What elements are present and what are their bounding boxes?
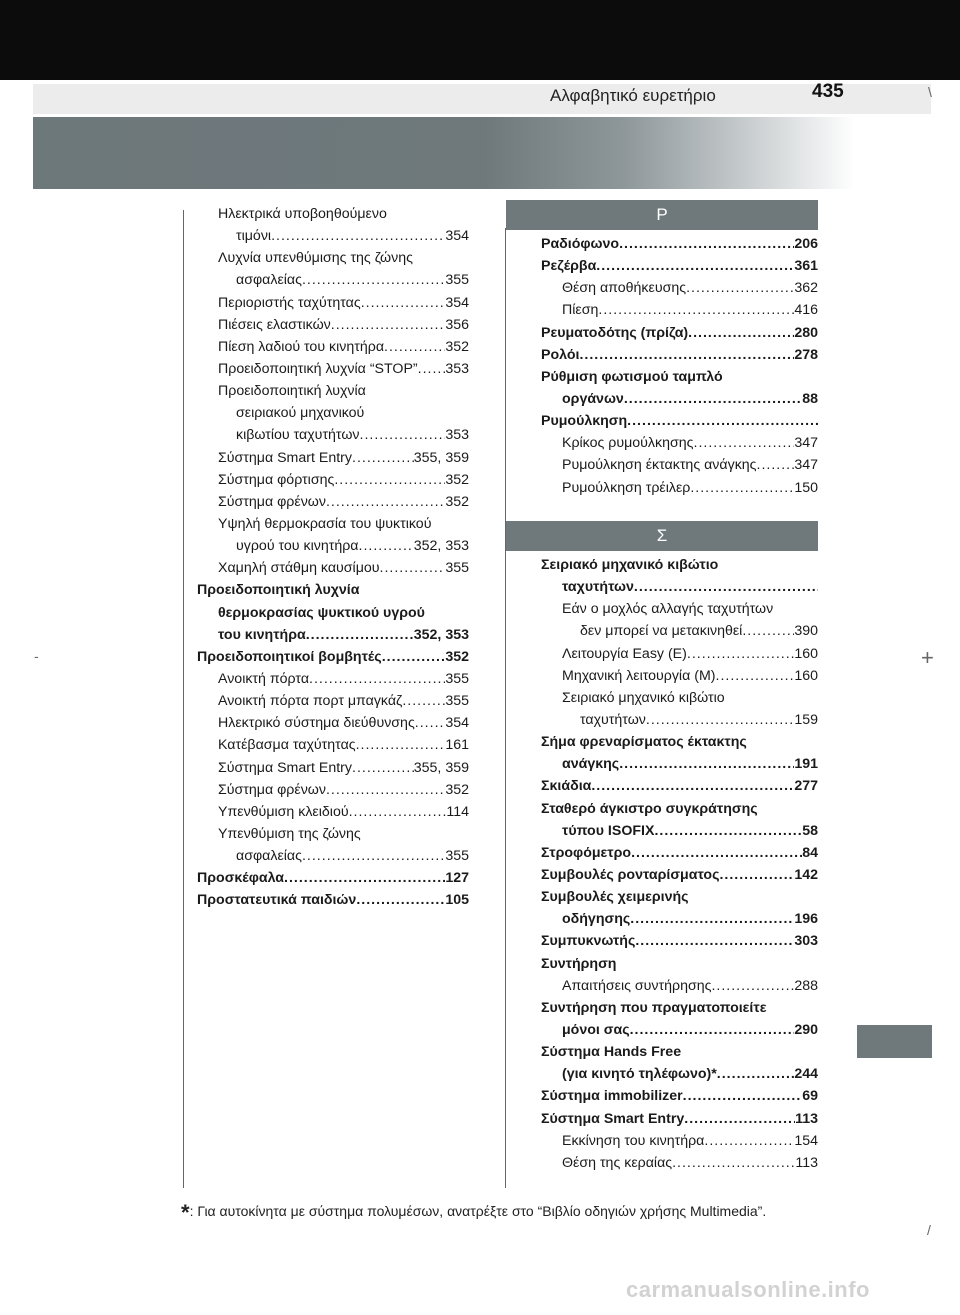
index-entry (541, 775, 818, 797)
index-entry (197, 535, 469, 557)
index-entry (541, 554, 818, 576)
index-entry-page: 288 (794, 977, 818, 994)
index-entry (197, 779, 469, 801)
index-entry-text: κιβωτίου ταχυτήτων (236, 427, 360, 444)
index-entry-text: Στροφόμετρο (541, 844, 632, 861)
index-entry-text: Σκιάδια (541, 778, 592, 795)
index-dot-leader (271, 225, 445, 247)
index-entry-page: 277 (794, 778, 818, 795)
index-entry (197, 491, 469, 513)
index-entry-text: Ρευματοδότης (πρίζα) (541, 324, 689, 341)
index-entry-text: μόνοι σας (562, 1021, 630, 1038)
index-entry-text: Υπενθύμιση της ζώνης (218, 825, 361, 842)
index-dot-leader (380, 557, 446, 579)
index-entry-page: 88 (802, 390, 818, 407)
index-entry (541, 1108, 818, 1130)
side-thumb-tab (857, 1025, 932, 1058)
index-dot-leader (619, 753, 794, 775)
index-entry-text: Σύστημα Hands Free (541, 1044, 682, 1061)
index-entry-text: Πιέσεις ελαστικών (218, 316, 331, 333)
index-entry-text: ασφαλείας (236, 272, 302, 289)
index-entry (541, 643, 818, 665)
index-entry (541, 255, 818, 277)
index-entry-page: 355, 359 (413, 449, 469, 466)
index-entry (541, 598, 818, 620)
index-entry (197, 314, 469, 336)
index-dot-leader (687, 643, 794, 665)
index-entry (541, 1063, 818, 1085)
index-entry-text: Σταθερό άγκιστρο συγκράτησης (541, 800, 758, 817)
index-entry (197, 292, 469, 314)
index-entry-text: Συμβουλές χειμερινής (541, 889, 689, 906)
index-dot-leader (711, 975, 794, 997)
index-entry-page: 353 (445, 427, 469, 444)
index-entry-text: Θέση της κεραίας (562, 1154, 673, 1171)
index-entry-page: 390 (794, 623, 818, 640)
index-entry-page: 150 (794, 479, 818, 496)
index-entry (197, 602, 469, 624)
index-entry-text: Προσκέφαλα (197, 870, 285, 887)
index-entry-text: Σύστημα φρένων (218, 781, 326, 798)
index-dot-leader (402, 690, 445, 712)
index-entry-page: 362 (794, 280, 818, 297)
index-entry-page: 347 (794, 457, 818, 474)
index-entry-text: δεν μπορεί να μετακινηθεί (580, 623, 743, 640)
index-dot-leader (326, 491, 445, 513)
index-dot-leader (619, 233, 794, 255)
index-entry-text: Κατέβασμα ταχύτητας (218, 737, 356, 754)
index-entry-page: 355 (445, 670, 469, 687)
index-entry-page: 206 (794, 236, 818, 252)
index-entry-page: 416 (794, 302, 818, 319)
index-dot-leader (356, 734, 446, 756)
header-banner (33, 117, 855, 189)
sigma-index-column (541, 554, 818, 1174)
index-entry (541, 798, 818, 820)
index-entry (541, 1019, 818, 1041)
page-number: 435 (812, 81, 844, 102)
index-entry (197, 447, 469, 469)
index-dot-leader (306, 624, 414, 646)
rho-index-column (541, 233, 818, 499)
index-entry-text: Ρύθμιση φωτισμού ταμπλό (541, 368, 723, 385)
index-entry-text: Θέση αποθήκευσης (562, 280, 687, 297)
index-entry-page: 355 (445, 848, 469, 865)
index-entry (197, 579, 469, 601)
index-entry-text: Πίεση (562, 302, 599, 319)
index-entry-text: Συμπυκνωτής (541, 933, 636, 950)
index-entry-text: Εάν ο μοχλός αλλαγής ταχυτήτων (562, 601, 774, 618)
index-entry-text: ταχυτήτων (562, 579, 634, 596)
index-dot-leader (356, 889, 445, 911)
index-dot-leader (334, 469, 445, 491)
index-entry (197, 801, 469, 823)
index-entry (541, 930, 818, 952)
index-entry-text: Σειριακό μηχανικό κιβώτιο (562, 689, 725, 706)
index-entry-text: Σήμα φρεναρίσματος έκτακτης (541, 734, 747, 751)
index-entry-text: Ραδιόφωνο (541, 236, 620, 252)
index-entry (541, 1152, 818, 1174)
index-entry-page: 154 (794, 1132, 818, 1149)
index-entry (541, 1130, 818, 1152)
index-entry-text: ασφαλείας (236, 848, 302, 865)
index-entry (541, 477, 818, 499)
index-entry (197, 402, 469, 424)
index-dot-leader (631, 842, 802, 864)
index-dot-leader (591, 775, 794, 797)
index-entry-page: 353 (445, 360, 469, 377)
index-dot-leader (654, 820, 802, 842)
footnote (181, 1200, 766, 1226)
index-entry-text: Ηλεκτρικά υποβοηθούμενο (218, 206, 387, 222)
index-entry-page: 69 (802, 1088, 818, 1105)
index-entry-page: 191 (794, 756, 818, 773)
index-dot-leader (630, 1019, 795, 1041)
index-dot-leader (694, 432, 795, 454)
index-entry-text: Μηχανική λειτουργία (M) (562, 667, 716, 684)
index-entry-page: 160 (794, 645, 818, 662)
index-entry-page: 113 (795, 1110, 818, 1127)
index-dot-leader (630, 908, 794, 930)
index-entry (541, 1085, 818, 1107)
index-entry-text: Σύστημα Smart Entry (541, 1110, 685, 1127)
index-entry-text: Συμβουλές ρονταρίσματος (541, 866, 720, 883)
index-entry-text: Λυχνία υπενθύμισης της ζώνης (218, 250, 413, 267)
index-entry-text: Ανοικτή πόρτα (218, 670, 310, 687)
index-entry-page: 303 (794, 933, 818, 950)
index-dot-leader (627, 410, 818, 432)
index-entry (541, 953, 818, 975)
index-entry-text: Προστατευτικά παιδιών (197, 892, 357, 909)
index-entry (197, 513, 469, 535)
index-entry-page: 196 (794, 911, 818, 928)
index-entry (541, 753, 818, 775)
index-dot-leader (284, 867, 445, 889)
index-entry-page: 355 (445, 560, 469, 577)
index-entry-text: ταχυτήτων (580, 711, 646, 728)
index-entry-text: Υπενθύμιση κλειδιού (218, 803, 349, 820)
index-dot-leader (360, 424, 446, 446)
section-header-sigma: Σ (506, 521, 818, 551)
index-entry (197, 247, 469, 269)
index-entry-text: υγρού του κινητήρα (236, 538, 359, 555)
index-entry (197, 336, 469, 358)
index-entry (541, 820, 818, 842)
index-dot-leader (382, 646, 446, 668)
index-entry (197, 469, 469, 491)
index-entry-text: Ρυμούλκηση τρέιλερ (562, 479, 691, 496)
index-entry (541, 908, 818, 930)
crop-mark: / (927, 1222, 931, 1238)
index-entry-text: Συντήρηση που πραγματοποιείτε (541, 999, 767, 1016)
index-entry (197, 203, 469, 225)
index-entry (197, 889, 469, 911)
index-entry (541, 731, 818, 753)
index-dot-leader (302, 269, 445, 291)
index-entry (541, 388, 818, 410)
index-entry-text: Ρυμούλκηση έκτακτης ανάγκης (562, 457, 757, 474)
index-entry (197, 557, 469, 579)
index-entry (541, 299, 818, 321)
index-dot-leader (683, 1085, 803, 1107)
index-entry-text: Ηλεκτρικό σύστημα διεύθυνσης (218, 715, 415, 732)
index-entry-text: Λειτουργία Easy (E) (562, 645, 687, 662)
index-dot-leader (717, 1063, 795, 1085)
index-entry (541, 886, 818, 908)
index-entry-text: Ρεζέρβα (541, 258, 597, 275)
index-entry-text: Σύστημα Smart Entry (218, 449, 352, 466)
index-dot-leader (742, 620, 794, 642)
index-entry (197, 646, 469, 668)
index-dot-leader (326, 779, 445, 801)
index-entry-page: 113 (795, 1154, 818, 1171)
right-column-rule (505, 228, 506, 1188)
index-entry (541, 576, 818, 598)
index-entry (197, 424, 469, 446)
index-entry-page: 278 (794, 346, 818, 363)
left-column-rule (183, 210, 184, 1188)
index-entry (541, 709, 818, 731)
section-header-rho: Ρ (506, 200, 818, 230)
index-entry (541, 233, 818, 255)
index-entry-page: 352 (445, 471, 469, 488)
index-entry-text: Προειδοποιητική λυχνία (197, 582, 360, 599)
index-entry-text: Προειδοποιητική λυχνία “STOP” (218, 360, 418, 377)
index-dot-leader (415, 712, 446, 734)
index-dot-leader (672, 1152, 795, 1174)
index-entry-page: 105 (445, 892, 469, 909)
index-entry-page: 280 (794, 324, 818, 341)
index-entry-page: 352 (445, 648, 469, 665)
index-entry (197, 757, 469, 779)
index-entry-page: 352, 353 (413, 538, 469, 555)
index-entry-page: 58 (802, 822, 818, 839)
index-entry-text: σειριακού μηχανικού (236, 405, 365, 422)
index-entry-text: Ρυμούλκηση (541, 413, 628, 430)
index-entry-page: 244 (794, 1066, 818, 1083)
index-entry-page: 161 (445, 737, 469, 754)
index-dot-leader (598, 299, 794, 321)
index-entry-page: 160 (794, 667, 818, 684)
index-dot-leader (688, 322, 794, 344)
index-dot-leader (684, 1108, 795, 1130)
index-entry-page: 114 (446, 803, 469, 820)
index-entry (541, 410, 818, 432)
index-entry (197, 624, 469, 646)
index-dot-leader (634, 576, 818, 598)
left-index-column (197, 203, 469, 912)
index-entry-text: τύπου ISOFIX (562, 822, 655, 839)
index-entry (541, 454, 818, 476)
index-entry (541, 842, 818, 864)
index-entry-page: 347 (794, 435, 818, 452)
index-dot-leader (352, 447, 414, 469)
index-entry-page: 352, 353 (413, 626, 469, 643)
index-entry-page: 352 (445, 338, 469, 355)
index-dot-leader (359, 535, 414, 557)
index-entry (197, 668, 469, 690)
index-dot-leader (624, 388, 802, 410)
index-entry-page: 127 (445, 870, 469, 887)
index-entry-text: Ρολόι (541, 346, 580, 363)
index-entry-text: Σύστημα φόρτισης (218, 471, 335, 488)
index-entry-page: 354 (445, 715, 469, 732)
index-dot-leader (596, 255, 794, 277)
index-entry-text: ανάγκης (562, 756, 620, 773)
index-entry-page: 354 (445, 294, 469, 311)
index-entry-page: 159 (794, 711, 818, 728)
index-dot-leader (646, 709, 794, 731)
index-dot-leader (361, 292, 446, 314)
index-dot-leader (719, 864, 794, 886)
index-entry (541, 344, 818, 366)
index-entry-text: Συντήρηση (541, 955, 617, 972)
index-entry (541, 665, 818, 687)
index-dot-leader (302, 845, 445, 867)
crop-mark: - (34, 648, 39, 664)
index-entry-text: Σύστημα φρένων (218, 493, 326, 510)
index-dot-leader (349, 801, 447, 823)
index-entry-text: οργάνων (562, 390, 624, 407)
footnote-text: : Για αυτοκίνητα με σύστημα πολυμέσων, ανατρέξτε στο “Βιβλίο οδηγιών χρήσης Multimedia”. (189, 1203, 767, 1219)
index-entry-text: Σύστημα Smart Entry (218, 759, 352, 776)
index-entry-page: 142 (794, 866, 818, 883)
index-entry (197, 358, 469, 380)
index-entry (541, 864, 818, 886)
page-title: Αλφαβητικό ευρετήριο (550, 86, 716, 105)
index-dot-leader (686, 277, 794, 299)
index-entry (197, 690, 469, 712)
index-entry (541, 432, 818, 454)
index-entry (197, 867, 469, 889)
crop-mark: \ (928, 84, 932, 100)
index-dot-leader (331, 314, 446, 336)
index-entry-text: Περιοριστής ταχύτητας (218, 294, 361, 311)
index-entry (541, 997, 818, 1019)
watermark: carmanualsonline.info (626, 1277, 870, 1302)
index-entry-text: Κρίκος ρυμούλκησης (562, 435, 694, 452)
index-entry (541, 687, 818, 709)
index-entry-text: Σύστημα immobilizer (541, 1088, 683, 1105)
index-entry-text: θερμοκρασίας ψυκτικού υγρού (218, 604, 425, 621)
index-entry-text: Προειδοποιητική λυχνία (218, 383, 366, 400)
index-entry (197, 845, 469, 867)
index-entry (197, 734, 469, 756)
index-entry-page: 355 (445, 272, 469, 289)
index-entry (197, 712, 469, 734)
index-dot-leader (579, 344, 794, 366)
index-entry-page: 352 (445, 781, 469, 798)
index-entry-text: Υψηλή θερμοκρασία του ψυκτικού (218, 515, 432, 532)
header-strip (33, 84, 931, 114)
index-entry-page: 355, 359 (413, 759, 469, 776)
index-dot-leader (418, 358, 446, 380)
index-dot-leader (704, 1130, 794, 1152)
index-entry-text: Εκκίνηση του κινητήρα (562, 1132, 705, 1149)
index-entry (541, 366, 818, 388)
index-dot-leader (352, 757, 414, 779)
index-entry-text: τιμόνι (236, 228, 272, 245)
index-entry-text: Χαμηλή στάθμη καυσίμου (218, 560, 380, 577)
index-dot-leader (716, 665, 795, 687)
index-entry-text: Πίεση λαδιού του κινητήρα (218, 338, 385, 355)
index-dot-leader (635, 930, 794, 952)
index-entry (541, 322, 818, 344)
index-entry-text: Απαιτήσεις συντήρησης (562, 977, 712, 994)
index-entry-page: 356 (445, 316, 469, 333)
index-entry-page: 352 (445, 493, 469, 510)
index-entry (541, 277, 818, 299)
index-entry-page: 355 (445, 693, 469, 710)
index-entry-text: Σειριακό μηχανικό κιβώτιο (541, 557, 719, 573)
index-dot-leader (384, 336, 445, 358)
index-entry-text: (για κινητό τηλέφωνο)* (562, 1066, 717, 1083)
index-entry-text: του κινητήρα (218, 626, 306, 643)
index-dot-leader (757, 454, 795, 476)
index-entry-text: Ανοικτή πόρτα πορτ μπαγκάζ (218, 693, 403, 710)
index-entry (197, 823, 469, 845)
index-dot-leader (309, 668, 445, 690)
index-entry (197, 225, 469, 247)
index-entry (541, 975, 818, 997)
index-entry (197, 380, 469, 402)
registration-mark: + (921, 645, 934, 670)
index-entry-page: 290 (794, 1021, 818, 1038)
index-entry (541, 1041, 818, 1063)
top-black-bar (0, 0, 960, 80)
index-dot-leader (690, 477, 794, 499)
index-entry-page: 354 (445, 228, 469, 245)
index-entry-page: 84 (802, 844, 818, 861)
index-entry-page: 361 (794, 258, 818, 275)
index-entry (197, 269, 469, 291)
index-entry-text: οδήγησης (562, 911, 631, 928)
index-entry-text: Προειδοποιητικοί βομβητές (197, 648, 382, 665)
footnote-star: * (181, 1200, 190, 1225)
index-entry (541, 620, 818, 642)
